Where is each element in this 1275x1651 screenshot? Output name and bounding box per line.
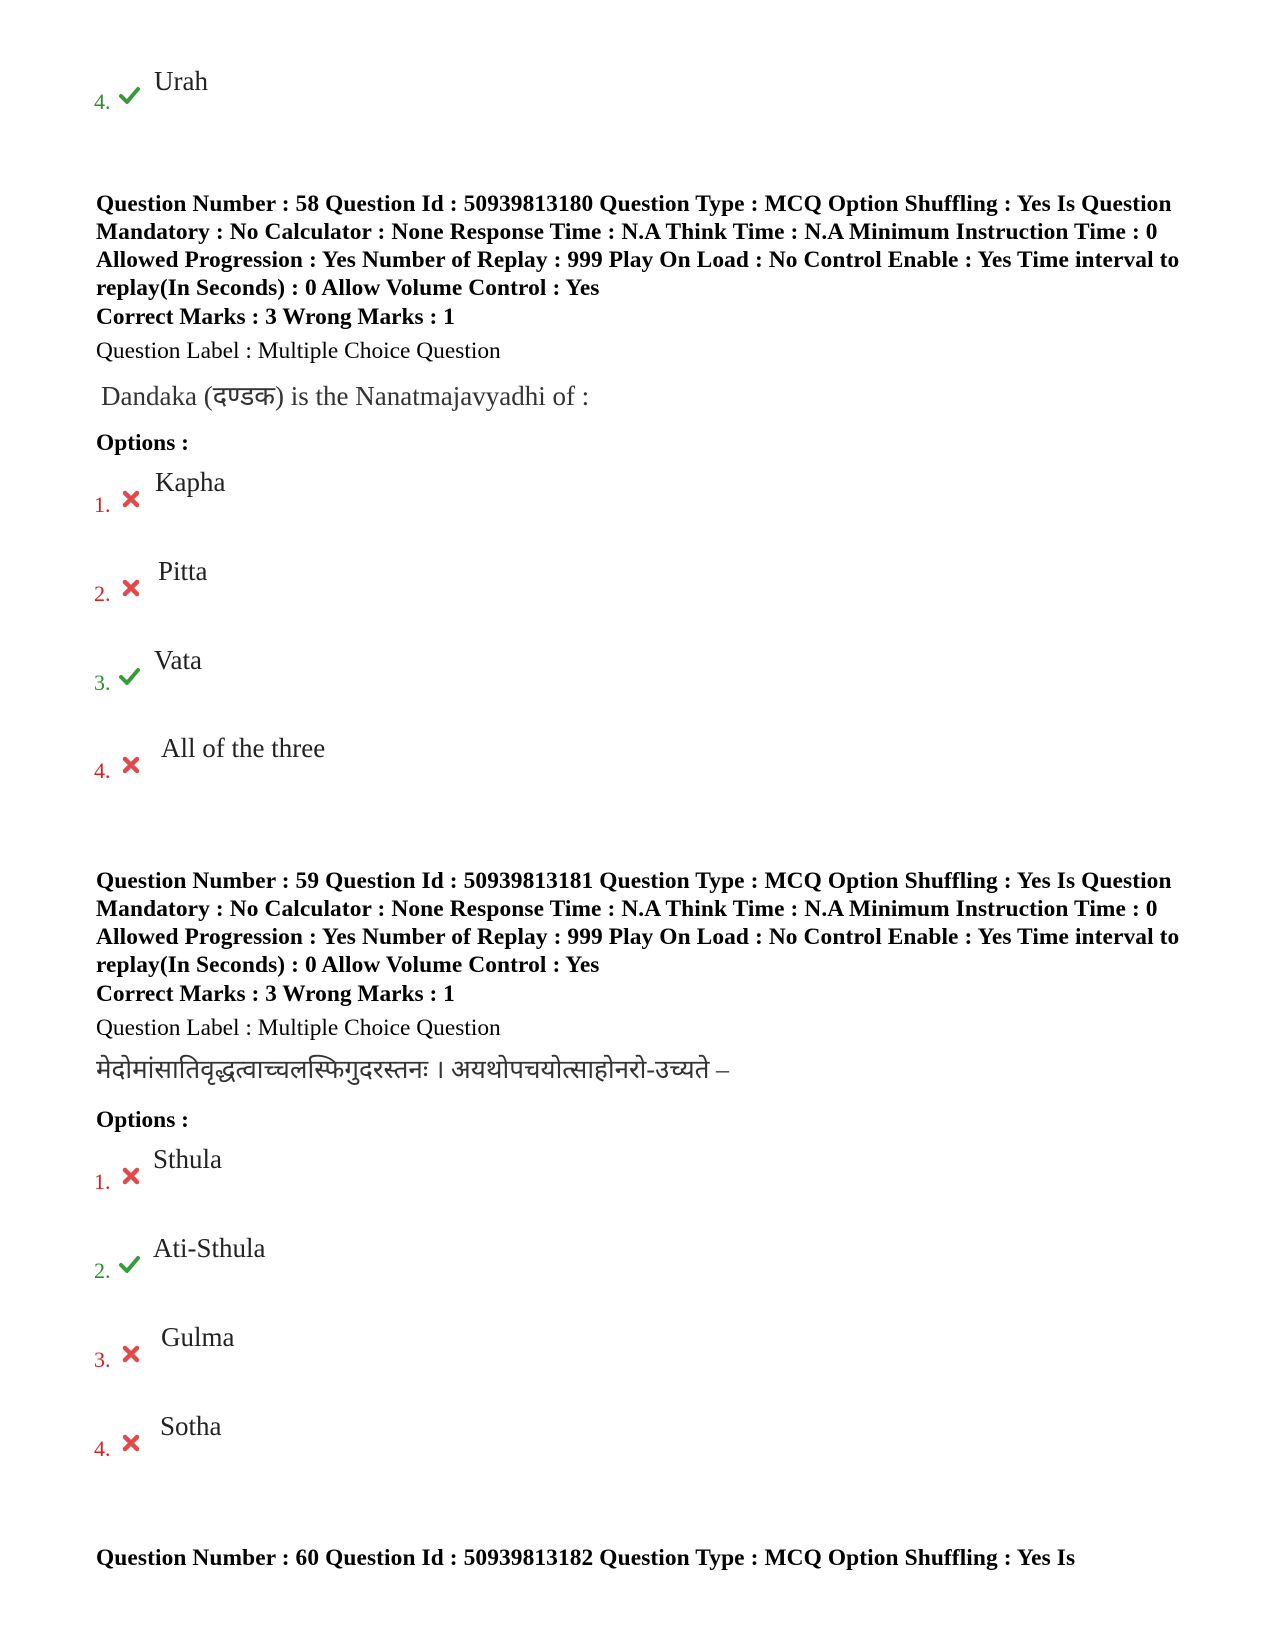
q59-option-2-number: 2. — [94, 1258, 111, 1283]
question-58-meta: Question Number : 58 Question Id : 50939813180 Question Type : MCQ Option Shuffling : Yes Is Question Mandatory : No Calculator : None Response Time : N.A Think Time : N.A Minimum Instruction Time : 0 Allowed Progression : Yes Number of Replay : 999 Play On Load : No Control Enable : Yes Time interval to replay(In Seconds) : 0 Allow Volume Control : Yes — [96, 191, 1180, 301]
q59-option-2-text: Ati-Sthula — [153, 1233, 266, 1263]
check-mark-icon — [118, 665, 140, 687]
prev-option-4-number: 4. — [94, 89, 111, 114]
q58-option-2-number: 2. — [94, 581, 111, 606]
q58-option-4-text: All of the three — [161, 733, 326, 763]
cross-mark-icon — [120, 754, 142, 776]
q58-option-2-text: Pitta — [158, 556, 208, 586]
check-mark-icon — [118, 1253, 140, 1275]
question-59-text: मेदोमांसातिवृद्धत्वाच्चलस्फिगुदरस्तनः । अयथोपचयोत्साहोनरो-उच्यते – — [96, 1055, 729, 1084]
question-59-meta: Question Number : 59 Question Id : 50939813181 Question Type : MCQ Option Shuffling : Yes Is Question Mandatory : No Calculator : None Response Time : N.A Think Time : N.A Minimum Instruction Time : 0 Allowed Progression : Yes Number of Replay : 999 Play On Load : No Control Enable : Yes Time interval to replay(In Seconds) : 0 Allow Volume Control : Yes — [96, 868, 1180, 978]
q59-option-3-text: Gulma — [161, 1322, 235, 1352]
question-58-text: Dandaka (दण्डक) is the Nanatmajavyadhi of : — [101, 381, 590, 411]
q58-option-3-number: 3. — [94, 670, 111, 695]
question-58-marks: Correct Marks : 3 Wrong Marks : 1 — [96, 304, 455, 330]
q59-option-4-text: Sotha — [160, 1411, 222, 1441]
question-58-options-heading: Options : — [96, 430, 189, 456]
q59-option-1-text: Sthula — [153, 1144, 223, 1174]
question-58-label: Question Label : Multiple Choice Question — [96, 338, 501, 364]
question-60-meta: Question Number : 60 Question Id : 50939813182 Question Type : MCQ Option Shuffling : Yes Is — [96, 1545, 1076, 1571]
question-59-marks: Correct Marks : 3 Wrong Marks : 1 — [96, 981, 455, 1007]
cross-mark-icon — [120, 488, 142, 510]
question-59-options-heading: Options : — [96, 1107, 189, 1133]
q59-option-4-number: 4. — [94, 1436, 111, 1461]
cross-mark-icon — [120, 1432, 142, 1454]
q58-option-4-number: 4. — [94, 758, 111, 783]
cross-mark-icon — [120, 577, 142, 599]
cross-mark-icon — [120, 1343, 142, 1365]
cross-mark-icon — [120, 1165, 142, 1187]
q59-option-3-number: 3. — [94, 1347, 111, 1372]
q58-option-3-text: Vata — [154, 645, 202, 675]
q58-option-1-number: 1. — [94, 492, 111, 517]
prev-option-4-text: Urah — [154, 66, 208, 96]
check-mark-icon — [118, 84, 140, 106]
q59-option-1-number: 1. — [94, 1169, 111, 1194]
question-59-label: Question Label : Multiple Choice Question — [96, 1015, 501, 1041]
q58-option-1-text: Kapha — [155, 467, 226, 497]
